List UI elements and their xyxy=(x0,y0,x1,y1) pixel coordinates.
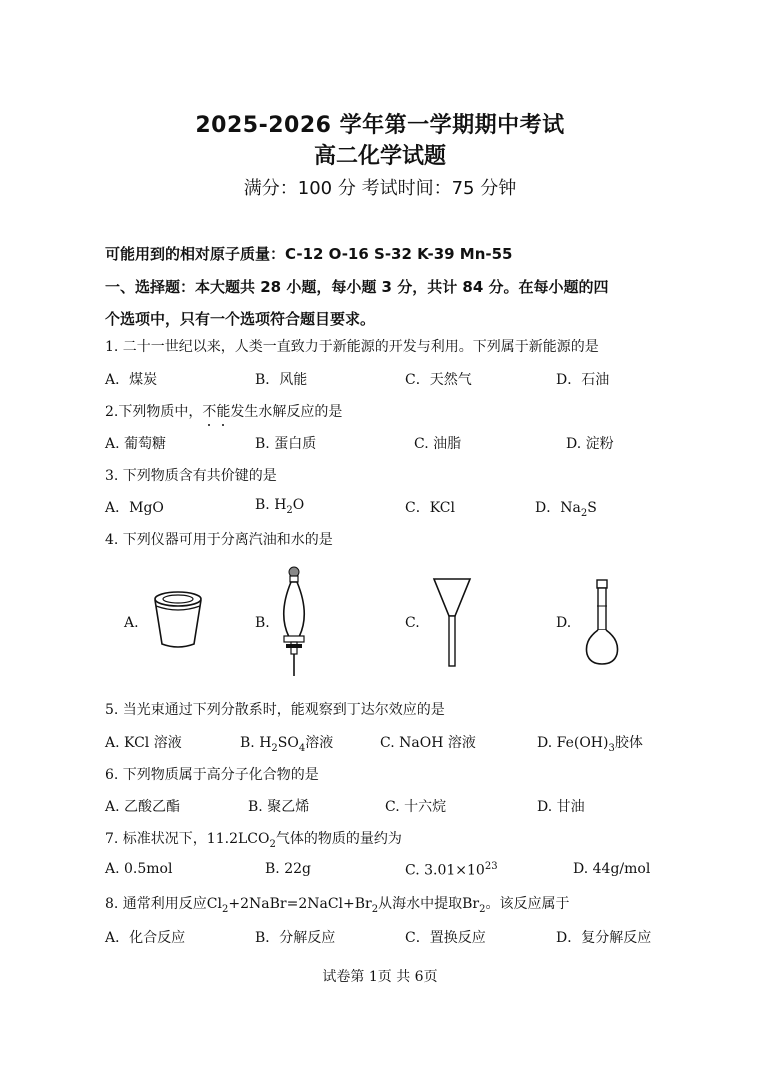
q5-d-pre: D. Fe(OH) xyxy=(537,735,609,751)
q3-option-b xyxy=(255,497,304,516)
question-3-stem: 3. 下列物质含有共价键的是 xyxy=(105,468,277,484)
q5-b-pre: B. H xyxy=(240,735,272,751)
q3-b-post: O xyxy=(292,497,305,513)
q4-option-c: C. xyxy=(405,615,420,631)
q4-option-d: D. xyxy=(556,615,572,631)
question-7-stem xyxy=(105,828,402,850)
q8-stem-pre: 8. 通常利用反应Cl xyxy=(105,896,222,912)
q8-stem-sub1: 2 xyxy=(222,903,229,915)
volumetric-flask-icon xyxy=(582,578,622,666)
q5-d-sub: 3 xyxy=(608,742,615,754)
q7-stem-sub: 2 xyxy=(269,838,276,850)
q1-option-c: C．天然气 xyxy=(405,372,472,388)
emphasis-char-2: 能 xyxy=(216,401,230,421)
question-4-stem: 4. 下列仪器可用于分离汽油和水的是 xyxy=(105,532,333,548)
q4-option-b: B. xyxy=(255,615,270,631)
q3-option-d xyxy=(535,497,597,519)
question-5-stem: 5. 当光束通过下列分散系时，能观察到丁达尔效应的是 xyxy=(105,702,445,718)
q5-option-c: C. NaOH 溶液 xyxy=(380,735,476,751)
q3-b-pre: B. H xyxy=(255,497,287,513)
question-8-stem xyxy=(105,893,569,915)
question-2-stem xyxy=(105,401,342,421)
q8-stem-sub3: 2 xyxy=(479,903,486,915)
q8-stem-mid: +2NaBr=2NaCl+Br xyxy=(228,896,372,912)
q7-option-c xyxy=(405,861,498,879)
page-footer: 试卷第 1页 共 6页 xyxy=(322,969,438,985)
q3-d-pre: D．Na xyxy=(535,500,581,516)
q2-option-b: B. 蛋白质 xyxy=(255,436,317,452)
q1-option-d: D．石油 xyxy=(556,372,610,388)
crucible-icon xyxy=(148,590,208,652)
q8-stem-sub2: 2 xyxy=(371,903,379,915)
q7-option-a: A. 0.5mol xyxy=(105,861,173,877)
q5-d-post: 胶体 xyxy=(614,735,643,751)
question-6-stem: 6. 下列物质属于高分子化合物的是 xyxy=(105,767,319,783)
q8-option-d: D．复分解反应 xyxy=(556,930,652,946)
q3-b-sub: 2 xyxy=(286,504,293,516)
q2-stem-post: 发生水解反应的是 xyxy=(230,404,343,420)
q3-d-sub: 2 xyxy=(580,507,588,519)
exam-subject-title: 高二化学试题 xyxy=(313,144,446,169)
emphasis-char-1: 不 xyxy=(202,401,216,421)
separatory-funnel-icon xyxy=(272,566,316,678)
q1-option-a: A．煤炭 xyxy=(105,372,158,388)
q3-d-post: S xyxy=(587,500,597,516)
exam-info: 满分：100 分 考试时间：75 分钟 xyxy=(243,178,517,199)
q6-option-b: B. 聚乙烯 xyxy=(248,799,310,815)
q8-option-b: B．分解反应 xyxy=(255,930,336,946)
q5-option-d xyxy=(537,732,643,754)
exam-title: 2025-2026 学年第一学期期中考试 xyxy=(195,113,565,138)
q6-option-d: D. 甘油 xyxy=(537,799,585,815)
q5-b-sub1: 2 xyxy=(271,742,278,754)
q2-option-a: A. 葡萄糖 xyxy=(105,436,167,452)
q8-stem-mid2: 从海水中提取Br xyxy=(378,896,480,912)
section-heading-line2: 个选项中，只有一个选项符合题目要求。 xyxy=(105,310,376,328)
q6-option-a: A. 乙酸乙酯 xyxy=(105,799,181,815)
q7-c-pre: C. 3.01×10 xyxy=(405,862,485,879)
funnel-icon xyxy=(430,576,474,668)
q5-b-sub2: 4 xyxy=(298,742,306,754)
q1-option-b: B．风能 xyxy=(255,372,308,388)
q5-b-post: 溶液 xyxy=(305,735,334,751)
q5-option-a: A. KCl 溶液 xyxy=(105,735,182,751)
q3-option-a: A．MgO xyxy=(105,500,164,516)
q2-option-c: C. 油脂 xyxy=(414,436,462,452)
q7-c-sup: 23 xyxy=(484,861,498,872)
q7-option-d: D. 44g/mol xyxy=(573,861,651,877)
atomic-masses: 可能用到的相对原子质量：C-12 O-16 S-32 K-39 Mn-55 xyxy=(105,245,513,263)
q7-option-b: B. 22g xyxy=(265,861,311,877)
q3-option-c: C．KCl xyxy=(405,500,455,516)
q2-stem-pre: 2.下列物质中， xyxy=(105,404,203,420)
q7-stem-post: 气体的物质的量约为 xyxy=(275,831,402,847)
q2-option-d: D. 淀粉 xyxy=(566,436,614,452)
q4-option-a: A. xyxy=(124,615,139,631)
section-heading-line1: 一、选择题：本大题共 28 小题，每小题 3 分，共计 84 分。在每小题的四 xyxy=(105,278,609,296)
q6-option-c: C. 十六烷 xyxy=(385,799,447,815)
question-1-stem: 1. 二十一世纪以来，人类一直致力于新能源的开发与利用。下列属于新能源的是 xyxy=(105,339,599,355)
q8-option-a: A．化合反应 xyxy=(105,930,186,946)
q8-stem-post: 。该反应属于 xyxy=(485,896,570,912)
q5-b-mid: SO xyxy=(277,735,299,751)
q5-option-b xyxy=(240,732,333,754)
q7-stem-pre: 7. 标准状况下，11.2LCO xyxy=(105,831,270,847)
q8-option-c: C．置换反应 xyxy=(405,930,486,946)
